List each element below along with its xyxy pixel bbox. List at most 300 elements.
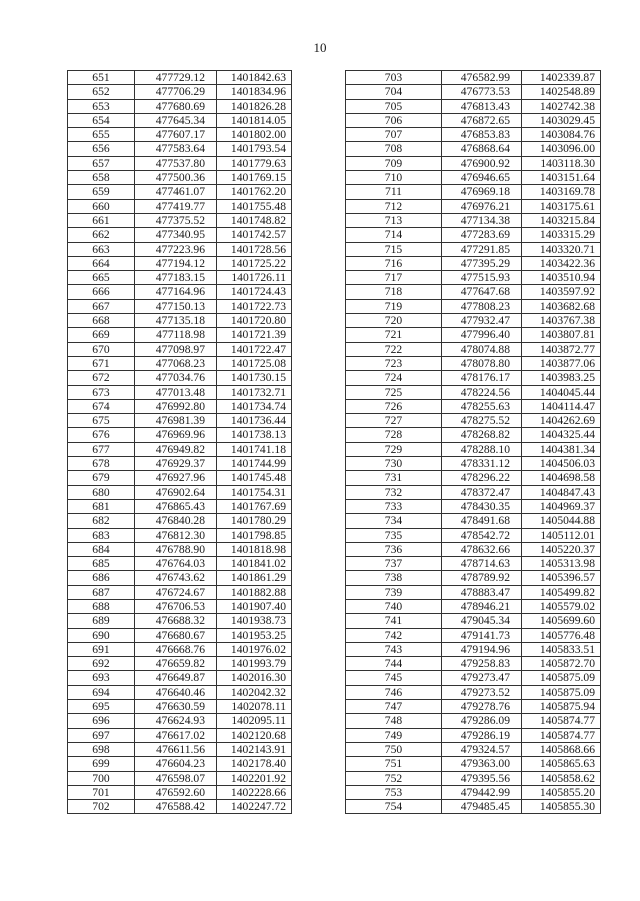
y-coordinate-cell: 1401722.47	[217, 342, 292, 356]
table-row	[68, 471, 292, 485]
point-number-cell: 721	[346, 328, 442, 342]
table-row	[68, 113, 292, 127]
x-coordinate-cell: 476927.96	[135, 471, 217, 485]
x-coordinate-cell: 476588.42	[135, 800, 217, 814]
x-coordinate-cell: 476604.23	[135, 757, 217, 771]
table-row	[346, 657, 601, 671]
y-coordinate-cell: 1401755.48	[217, 199, 292, 213]
y-coordinate-cell: 1404506.03	[522, 457, 601, 471]
table-row	[68, 85, 292, 99]
y-coordinate-cell: 1401834.96	[217, 85, 292, 99]
x-coordinate-cell: 477461.07	[135, 185, 217, 199]
point-number-cell: 658	[68, 171, 135, 185]
point-number-cell: 665	[68, 271, 135, 285]
x-coordinate-cell: 477068.23	[135, 356, 217, 370]
table-row	[68, 99, 292, 113]
y-coordinate-cell: 1401741.18	[217, 442, 292, 456]
x-coordinate-cell: 478074.88	[442, 342, 522, 356]
point-number-cell: 674	[68, 399, 135, 413]
x-coordinate-cell: 476788.90	[135, 542, 217, 556]
y-coordinate-cell: 1401722.73	[217, 299, 292, 313]
point-number-cell: 657	[68, 156, 135, 170]
x-coordinate-cell: 477098.97	[135, 342, 217, 356]
x-coordinate-cell: 477537.80	[135, 156, 217, 170]
y-coordinate-cell: 1401721.39	[217, 328, 292, 342]
x-coordinate-cell: 476680.67	[135, 628, 217, 642]
x-coordinate-cell: 476649.87	[135, 671, 217, 685]
table-row	[68, 628, 292, 642]
x-coordinate-cell: 476853.83	[442, 128, 522, 142]
x-coordinate-cell: 476764.03	[135, 557, 217, 571]
point-number-cell: 682	[68, 514, 135, 528]
table-row	[346, 642, 601, 656]
point-number-cell: 710	[346, 171, 442, 185]
x-coordinate-cell: 478255.63	[442, 399, 522, 413]
y-coordinate-cell: 1401725.08	[217, 356, 292, 370]
table-row	[68, 128, 292, 142]
x-coordinate-cell: 478268.82	[442, 428, 522, 442]
y-coordinate-cell: 1405855.20	[522, 785, 601, 799]
point-number-cell: 737	[346, 557, 442, 571]
y-coordinate-cell: 1402742.38	[522, 99, 601, 113]
y-coordinate-cell: 1405872.70	[522, 657, 601, 671]
point-number-cell: 670	[68, 342, 135, 356]
y-coordinate-cell: 1403175.61	[522, 199, 601, 213]
table-row	[346, 285, 601, 299]
table-row	[346, 800, 601, 814]
x-coordinate-cell: 476865.43	[135, 499, 217, 513]
table-row	[68, 385, 292, 399]
x-coordinate-cell: 477500.36	[135, 171, 217, 185]
point-number-cell: 741	[346, 614, 442, 628]
y-coordinate-cell: 1405875.09	[522, 671, 601, 685]
y-coordinate-cell: 1401780.29	[217, 514, 292, 528]
x-coordinate-cell: 479258.83	[442, 657, 522, 671]
table-row	[346, 128, 601, 142]
table-row	[346, 557, 601, 571]
table-row	[68, 457, 292, 471]
table-row	[68, 156, 292, 170]
table-row	[68, 771, 292, 785]
x-coordinate-cell: 477680.69	[135, 99, 217, 113]
table-row	[68, 213, 292, 227]
point-number-cell: 712	[346, 199, 442, 213]
x-coordinate-cell: 477291.85	[442, 242, 522, 256]
x-coordinate-cell: 477395.29	[442, 256, 522, 270]
y-coordinate-cell: 1403315.29	[522, 228, 601, 242]
y-coordinate-cell: 1403597.92	[522, 285, 601, 299]
table-row	[346, 242, 601, 256]
x-coordinate-cell: 476743.62	[135, 571, 217, 585]
point-number-cell: 711	[346, 185, 442, 199]
table-row	[68, 642, 292, 656]
y-coordinate-cell: 1405858.62	[522, 771, 601, 785]
point-number-cell: 744	[346, 657, 442, 671]
x-coordinate-cell: 477375.52	[135, 213, 217, 227]
table-row	[346, 499, 601, 513]
point-number-cell: 698	[68, 742, 135, 756]
table-row	[346, 599, 601, 613]
x-coordinate-cell: 477729.12	[135, 71, 217, 85]
table-row	[68, 356, 292, 370]
table-row	[68, 414, 292, 428]
y-coordinate-cell: 1402120.68	[217, 728, 292, 742]
y-coordinate-cell: 1405865.63	[522, 757, 601, 771]
table-row	[346, 728, 601, 742]
point-number-cell: 656	[68, 142, 135, 156]
x-coordinate-cell: 476592.60	[135, 785, 217, 799]
point-number-cell: 680	[68, 485, 135, 499]
point-number-cell: 738	[346, 571, 442, 585]
x-coordinate-cell: 476688.32	[135, 614, 217, 628]
x-coordinate-cell: 479273.47	[442, 671, 522, 685]
point-number-cell: 684	[68, 542, 135, 556]
x-coordinate-cell: 477194.12	[135, 256, 217, 270]
x-coordinate-cell: 478275.52	[442, 414, 522, 428]
y-coordinate-cell: 1401769.15	[217, 171, 292, 185]
x-coordinate-cell: 477515.93	[442, 271, 522, 285]
point-number-cell: 705	[346, 99, 442, 113]
y-coordinate-cell: 1403767.38	[522, 314, 601, 328]
table-row	[346, 185, 601, 199]
table-row	[346, 199, 601, 213]
x-coordinate-cell: 478789.92	[442, 571, 522, 585]
point-number-cell: 675	[68, 414, 135, 428]
point-number-cell: 672	[68, 371, 135, 385]
table-row	[346, 457, 601, 471]
point-number-cell: 717	[346, 271, 442, 285]
x-coordinate-cell: 478078.80	[442, 356, 522, 370]
point-number-cell: 753	[346, 785, 442, 799]
x-coordinate-cell: 477118.98	[135, 328, 217, 342]
x-coordinate-cell: 476659.82	[135, 657, 217, 671]
y-coordinate-cell: 1401907.40	[217, 599, 292, 613]
x-coordinate-cell: 476946.65	[442, 171, 522, 185]
point-number-cell: 689	[68, 614, 135, 628]
table-row	[346, 171, 601, 185]
x-coordinate-cell: 476969.18	[442, 185, 522, 199]
x-coordinate-cell: 477150.13	[135, 299, 217, 313]
table-row	[68, 228, 292, 242]
y-coordinate-cell: 1404969.37	[522, 499, 601, 513]
y-coordinate-cell: 1404325.44	[522, 428, 601, 442]
table-row	[68, 542, 292, 556]
x-coordinate-cell: 478296.22	[442, 471, 522, 485]
x-coordinate-cell: 477607.17	[135, 128, 217, 142]
point-number-cell: 736	[346, 542, 442, 556]
point-number-cell: 694	[68, 685, 135, 699]
y-coordinate-cell: 1402201.92	[217, 771, 292, 785]
table-row	[68, 485, 292, 499]
x-coordinate-cell: 476668.76	[135, 642, 217, 656]
page-number: 10	[313, 40, 327, 55]
x-coordinate-cell: 476630.59	[135, 700, 217, 714]
y-coordinate-cell: 1405874.77	[522, 714, 601, 728]
point-number-cell: 742	[346, 628, 442, 642]
y-coordinate-cell: 1404381.34	[522, 442, 601, 456]
point-number-cell: 709	[346, 156, 442, 170]
y-coordinate-cell: 1401798.85	[217, 528, 292, 542]
table-row	[68, 199, 292, 213]
point-number-cell: 677	[68, 442, 135, 456]
x-coordinate-cell: 476976.21	[442, 199, 522, 213]
table-row	[68, 700, 292, 714]
x-coordinate-cell: 479442.99	[442, 785, 522, 799]
table-row	[346, 514, 601, 528]
point-number-cell: 692	[68, 657, 135, 671]
coordinate-table-right	[345, 70, 601, 814]
x-coordinate-cell: 479395.56	[442, 771, 522, 785]
x-coordinate-cell: 479363.00	[442, 757, 522, 771]
x-coordinate-cell: 477183.15	[135, 271, 217, 285]
y-coordinate-cell: 1403320.71	[522, 242, 601, 256]
y-coordinate-cell: 1405499.82	[522, 585, 601, 599]
point-number-cell: 728	[346, 428, 442, 442]
point-number-cell: 715	[346, 242, 442, 256]
y-coordinate-cell: 1401842.63	[217, 71, 292, 85]
y-coordinate-cell: 1401754.31	[217, 485, 292, 499]
point-number-cell: 730	[346, 457, 442, 471]
table-row	[346, 156, 601, 170]
table-row	[346, 671, 601, 685]
y-coordinate-cell: 1401826.28	[217, 99, 292, 113]
point-number-cell: 735	[346, 528, 442, 542]
y-coordinate-cell: 1404114.47	[522, 399, 601, 413]
y-coordinate-cell: 1402339.87	[522, 71, 601, 85]
y-coordinate-cell: 1401742.57	[217, 228, 292, 242]
table-row	[68, 514, 292, 528]
x-coordinate-cell: 477223.96	[135, 242, 217, 256]
x-coordinate-cell: 479286.19	[442, 728, 522, 742]
y-coordinate-cell: 1401744.99	[217, 457, 292, 471]
x-coordinate-cell: 476949.82	[135, 442, 217, 456]
y-coordinate-cell: 1402042.32	[217, 685, 292, 699]
y-coordinate-cell: 1403029.45	[522, 113, 601, 127]
y-coordinate-cell: 1402228.66	[217, 785, 292, 799]
point-number-cell: 706	[346, 113, 442, 127]
point-number-cell: 732	[346, 485, 442, 499]
table-row	[68, 585, 292, 599]
table-row	[346, 85, 601, 99]
y-coordinate-cell: 1405875.94	[522, 700, 601, 714]
x-coordinate-cell: 477808.23	[442, 299, 522, 313]
table-row	[346, 614, 601, 628]
y-coordinate-cell: 1403422.36	[522, 256, 601, 270]
y-coordinate-cell: 1405874.77	[522, 728, 601, 742]
x-coordinate-cell: 477645.34	[135, 113, 217, 127]
table-row	[346, 757, 601, 771]
y-coordinate-cell: 1404262.69	[522, 414, 601, 428]
y-coordinate-cell: 1403510.94	[522, 271, 601, 285]
point-number-cell: 696	[68, 714, 135, 728]
table-row	[68, 71, 292, 85]
x-coordinate-cell: 478372.47	[442, 485, 522, 499]
x-coordinate-cell: 479194.96	[442, 642, 522, 656]
table-row	[68, 757, 292, 771]
table-row	[68, 599, 292, 613]
y-coordinate-cell: 1401818.98	[217, 542, 292, 556]
y-coordinate-cell: 1402078.11	[217, 700, 292, 714]
table-row	[68, 800, 292, 814]
table-row	[68, 557, 292, 571]
y-coordinate-cell: 1405699.60	[522, 614, 601, 628]
x-coordinate-cell: 477583.64	[135, 142, 217, 156]
x-coordinate-cell: 476840.28	[135, 514, 217, 528]
point-number-cell: 714	[346, 228, 442, 242]
x-coordinate-cell: 476969.96	[135, 428, 217, 442]
point-number-cell: 659	[68, 185, 135, 199]
point-number-cell: 729	[346, 442, 442, 456]
point-number-cell: 752	[346, 771, 442, 785]
y-coordinate-cell: 1401882.88	[217, 585, 292, 599]
table-row	[346, 471, 601, 485]
point-number-cell: 685	[68, 557, 135, 571]
point-number-cell: 748	[346, 714, 442, 728]
x-coordinate-cell: 476900.92	[442, 156, 522, 170]
point-number-cell: 750	[346, 742, 442, 756]
x-coordinate-cell: 478946.21	[442, 599, 522, 613]
point-number-cell: 681	[68, 499, 135, 513]
table-row	[346, 685, 601, 699]
point-number-cell: 702	[68, 800, 135, 814]
y-coordinate-cell: 1403084.76	[522, 128, 601, 142]
y-coordinate-cell: 1401814.05	[217, 113, 292, 127]
table-row	[346, 742, 601, 756]
y-coordinate-cell: 1405396.57	[522, 571, 601, 585]
point-number-cell: 746	[346, 685, 442, 699]
y-coordinate-cell: 1401779.63	[217, 156, 292, 170]
y-coordinate-cell: 1401767.69	[217, 499, 292, 513]
table-row	[346, 528, 601, 542]
x-coordinate-cell: 478714.63	[442, 557, 522, 571]
table-row	[68, 142, 292, 156]
point-number-cell: 687	[68, 585, 135, 599]
y-coordinate-cell: 1401725.22	[217, 256, 292, 270]
y-coordinate-cell: 1403151.64	[522, 171, 601, 185]
table-row	[68, 185, 292, 199]
x-coordinate-cell: 477164.96	[135, 285, 217, 299]
table-row	[346, 414, 601, 428]
y-coordinate-cell: 1401976.02	[217, 642, 292, 656]
point-number-cell: 667	[68, 299, 135, 313]
point-number-cell: 754	[346, 800, 442, 814]
table-row	[346, 71, 601, 85]
point-number-cell: 660	[68, 199, 135, 213]
point-number-cell: 655	[68, 128, 135, 142]
x-coordinate-cell: 477135.18	[135, 314, 217, 328]
y-coordinate-cell: 1403872.77	[522, 342, 601, 356]
table-row	[346, 700, 601, 714]
point-number-cell: 707	[346, 128, 442, 142]
x-coordinate-cell: 477134.38	[442, 213, 522, 227]
y-coordinate-cell: 1404045.44	[522, 385, 601, 399]
table-row	[346, 585, 601, 599]
x-coordinate-cell: 476582.99	[442, 71, 522, 85]
point-number-cell: 740	[346, 599, 442, 613]
y-coordinate-cell: 1404847.43	[522, 485, 601, 499]
x-coordinate-cell: 477996.40	[442, 328, 522, 342]
y-coordinate-cell: 1405776.48	[522, 628, 601, 642]
table-row	[346, 256, 601, 270]
table-row	[68, 528, 292, 542]
y-coordinate-cell: 1405833.51	[522, 642, 601, 656]
x-coordinate-cell: 477340.95	[135, 228, 217, 242]
table-row	[346, 271, 601, 285]
table-row	[346, 213, 601, 227]
point-number-cell: 669	[68, 328, 135, 342]
point-number-cell: 727	[346, 414, 442, 428]
y-coordinate-cell: 1401793.54	[217, 142, 292, 156]
point-number-cell: 676	[68, 428, 135, 442]
table-row	[68, 271, 292, 285]
x-coordinate-cell: 477283.69	[442, 228, 522, 242]
point-number-cell: 666	[68, 285, 135, 299]
x-coordinate-cell: 476640.46	[135, 685, 217, 699]
point-number-cell: 693	[68, 671, 135, 685]
point-number-cell: 700	[68, 771, 135, 785]
point-number-cell: 673	[68, 385, 135, 399]
table-row	[68, 428, 292, 442]
table-row	[346, 299, 601, 313]
point-number-cell: 668	[68, 314, 135, 328]
point-number-cell: 686	[68, 571, 135, 585]
y-coordinate-cell: 1403096.00	[522, 142, 601, 156]
x-coordinate-cell: 476624.93	[135, 714, 217, 728]
table-row	[68, 399, 292, 413]
x-coordinate-cell: 478542.72	[442, 528, 522, 542]
point-number-cell: 661	[68, 213, 135, 227]
table-row	[68, 571, 292, 585]
point-number-cell: 664	[68, 256, 135, 270]
x-coordinate-cell: 479141.73	[442, 628, 522, 642]
x-coordinate-cell: 476598.07	[135, 771, 217, 785]
y-coordinate-cell: 1401724.43	[217, 285, 292, 299]
y-coordinate-cell: 1405044.88	[522, 514, 601, 528]
x-coordinate-cell: 478288.10	[442, 442, 522, 456]
x-coordinate-cell: 476929.37	[135, 457, 217, 471]
point-number-cell: 739	[346, 585, 442, 599]
y-coordinate-cell: 1403169.78	[522, 185, 601, 199]
y-coordinate-cell: 1405868.66	[522, 742, 601, 756]
x-coordinate-cell: 477013.48	[135, 385, 217, 399]
x-coordinate-cell: 476981.39	[135, 414, 217, 428]
point-number-cell: 678	[68, 457, 135, 471]
table-row	[346, 371, 601, 385]
x-coordinate-cell: 476813.43	[442, 99, 522, 113]
point-number-cell: 695	[68, 700, 135, 714]
y-coordinate-cell: 1401734.74	[217, 399, 292, 413]
x-coordinate-cell: 479485.45	[442, 800, 522, 814]
x-coordinate-cell: 479278.76	[442, 700, 522, 714]
table-row	[346, 99, 601, 113]
point-number-cell: 720	[346, 314, 442, 328]
point-number-cell: 733	[346, 499, 442, 513]
point-number-cell: 651	[68, 71, 135, 85]
table-row	[68, 671, 292, 685]
point-number-cell: 691	[68, 642, 135, 656]
y-coordinate-cell: 1401745.48	[217, 471, 292, 485]
table-row	[346, 771, 601, 785]
table-row	[346, 442, 601, 456]
x-coordinate-cell: 476773.53	[442, 85, 522, 99]
point-number-cell: 679	[68, 471, 135, 485]
point-number-cell: 683	[68, 528, 135, 542]
x-coordinate-cell: 477647.68	[442, 285, 522, 299]
table-row	[346, 142, 601, 156]
y-coordinate-cell: 1405579.02	[522, 599, 601, 613]
x-coordinate-cell: 478491.68	[442, 514, 522, 528]
y-coordinate-cell: 1402143.91	[217, 742, 292, 756]
